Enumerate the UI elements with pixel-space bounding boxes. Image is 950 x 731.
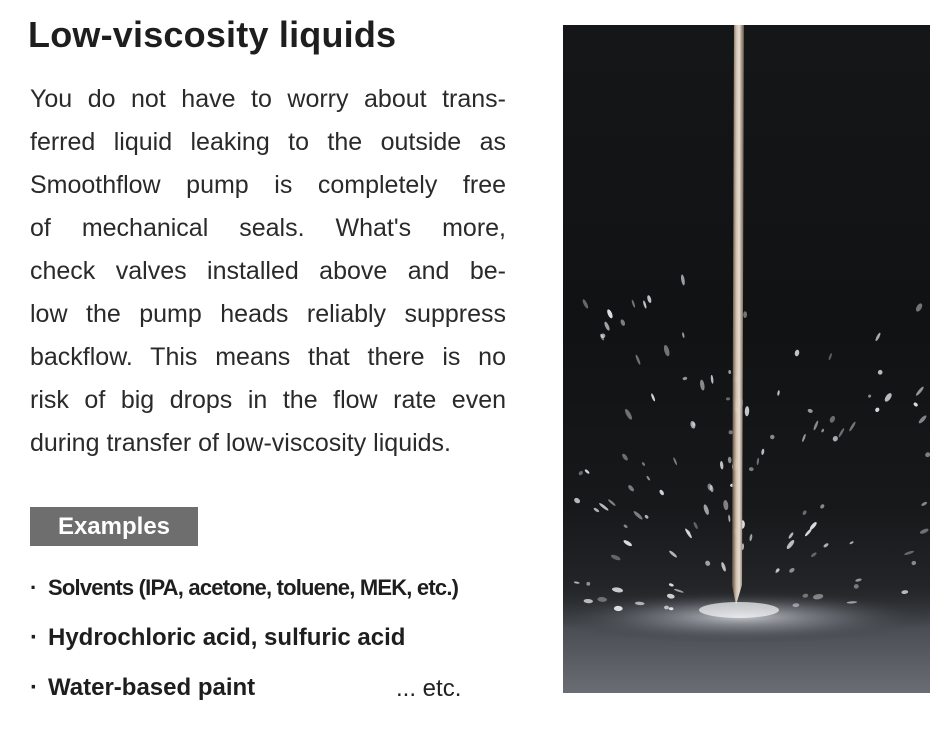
splash-droplet [823,542,829,548]
splash-droplet [919,528,929,535]
splash-droplet [621,453,629,462]
splash-droplet [875,332,882,342]
example-label: Water-based paint [48,674,256,701]
description-line: backflow. This means that there is no [30,343,506,371]
splash-droplet [668,550,677,559]
splash-droplet [924,451,930,458]
description-line: low the pump heads reliably suppress [30,300,506,328]
example-label: Hydrochloric acid, sulfuric acid [48,624,406,651]
splash-droplet [855,578,862,582]
splash-droplet [650,393,655,402]
description-line: You do not have to worry about trans- [30,85,506,113]
bullet-icon: · [30,624,38,651]
splash-droplet [578,470,584,476]
splash-droplet [838,428,845,438]
splash-droplet [623,524,628,529]
splash-droplet [728,457,732,464]
splash-droplet [911,560,917,565]
description-line: check valves installed above and be- [30,257,506,285]
splash-droplet [710,375,713,384]
splash-droplet [809,521,818,531]
splash-droplet [641,462,645,467]
splash-droplet [810,552,817,558]
splash-photo [563,25,930,693]
splash-droplet [788,567,795,574]
splash-droplet [574,581,580,584]
splash-droplet [813,420,819,431]
splash-droplet [704,560,711,567]
splash-droplet [743,311,747,318]
splash-droplet [610,554,621,562]
splash-droplet [874,407,880,413]
splash-droplet [699,379,705,391]
examples-list [30,563,550,713]
example-label: Solvents (IPA, acetone, toluene, MEK, etc.) [48,575,459,600]
splash-droplet [720,461,724,470]
splash-droplet [606,309,614,319]
splash-droplet [883,392,893,403]
splash-droplet [821,428,825,432]
splash-illustration [563,25,930,693]
splash-droplet [915,386,925,397]
splash-droplet [723,500,729,511]
splash-droplet [794,349,800,356]
splash-droplet [829,415,836,424]
splash-droplet [646,475,651,481]
bullet-icon: · [30,575,37,600]
splash-droplet [867,394,871,398]
splash-droplet [788,532,795,540]
splash-droplet [620,319,626,327]
description-line: Smoothflow pump is completely free [30,171,506,199]
splash-droplet [720,562,726,572]
splash-droplet [573,497,581,505]
splash-droplet [877,369,883,375]
splash-droplet [635,354,641,365]
description-paragraph [30,78,506,465]
splash-droplet [633,510,644,521]
splash-droplet [848,421,856,432]
splash-droplet [761,449,765,456]
splash-droplet [777,390,780,396]
splash-droplet [646,295,652,304]
splash-droplet [726,397,730,400]
splash-droplet [593,507,600,513]
splash-droplet [921,501,928,507]
bullet-icon: · [30,674,38,701]
splash-droplet [770,434,775,439]
splash-droplet [745,406,750,416]
splash-droplet [832,435,839,442]
splash-droplet [680,274,685,285]
splash-droplet [663,344,671,356]
splash-droplet [644,514,649,519]
splash-droplet [603,321,610,331]
splash-droplet [728,515,731,523]
splash-droplet [756,458,759,466]
splash-droplet [828,353,833,361]
description-line: during transfer of low-viscosity liquids. [30,429,451,457]
description-line: of mechanical seals. What's more, [30,214,506,242]
splash-droplet [915,302,924,312]
splash-droplet [598,502,609,511]
splash-droplet [659,489,665,496]
splash-droplet [673,457,678,466]
list-item [30,613,550,663]
splash-droplet [624,408,634,421]
splash-droplet [913,402,919,408]
splash-droplet [918,414,928,424]
splash-droplet [682,332,685,338]
list-item [30,663,550,713]
splash-droplet [849,541,854,545]
splash-droplet [584,469,590,475]
splash-droplet [801,433,806,442]
description-line: risk of big drops in the flow rate even [30,386,506,414]
etc-note: ... etc. [396,675,462,702]
splash-droplet [693,521,699,529]
splash-droplet [627,484,635,492]
splash-droplet [582,299,590,310]
examples-badge: Examples [30,507,198,546]
splash-droplet [785,539,795,550]
splash-droplet [642,300,647,309]
splash-droplet [749,467,754,471]
splash-droplet [819,503,825,509]
splash-droplet [623,539,633,547]
splash-droplet [703,504,710,516]
splash-droplet [802,510,808,516]
splash-droplet [749,534,753,542]
splash-droplet [904,550,915,556]
list-item [30,563,550,613]
page-title: Low-viscosity liquids [28,14,397,55]
description-line: ferred liquid leaking to the outside as [30,128,506,156]
splash-droplet [807,408,813,413]
splash-droplet [729,430,733,434]
splash-droplet [607,499,616,507]
splash-droplet [631,299,636,307]
splash-droplet [728,370,731,374]
splash-droplet [682,376,687,380]
